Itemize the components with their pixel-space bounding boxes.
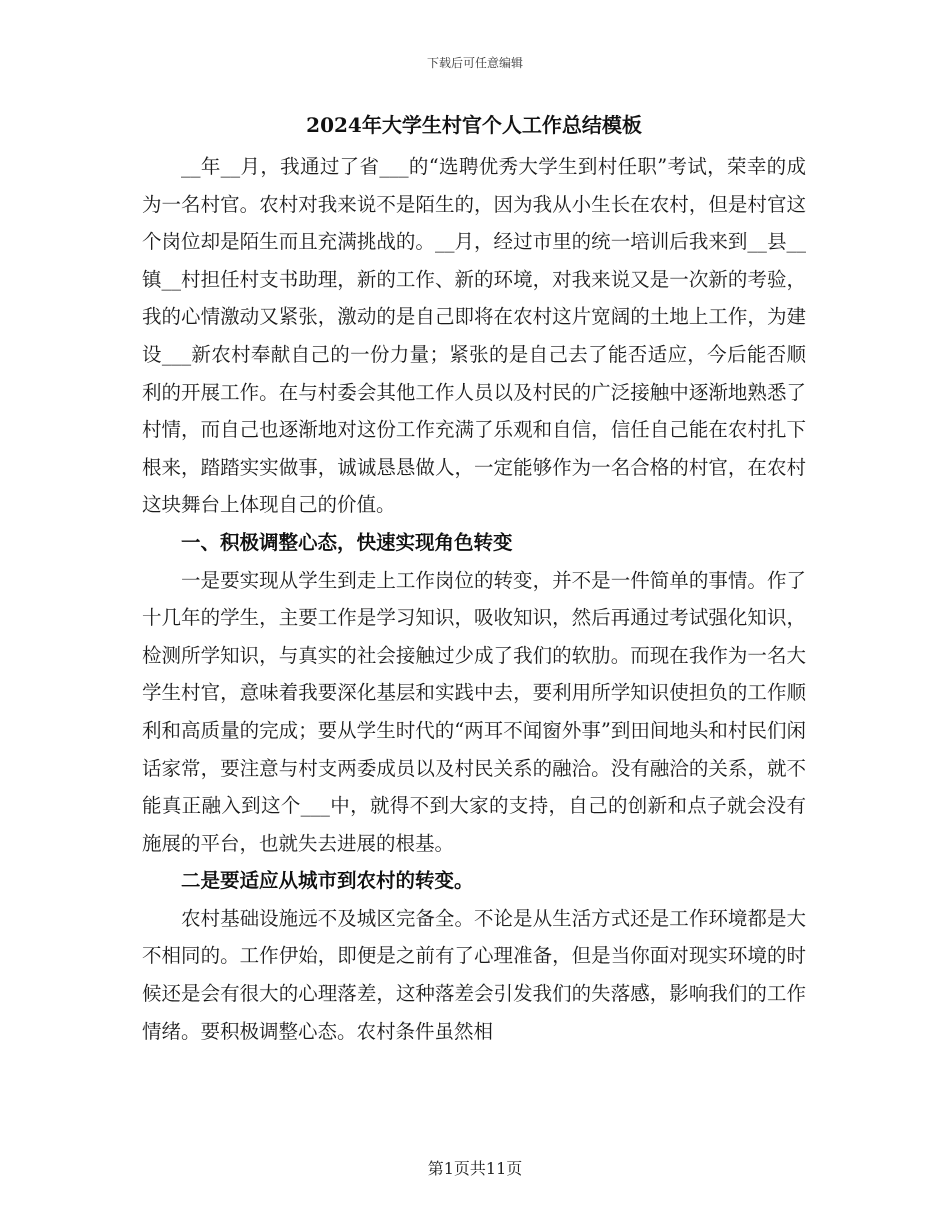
section-heading-2: 二是要适应从城市到农村的转变。 — [181, 869, 474, 893]
paragraph-section-1: 一是要实现从学生到走上工作岗位的转变，并不是一件简单的事情。作了十几年的学生，主要工作是学习知识，吸收知识，然后再通过考试强化知识，检测所学知识，与真实的社会接触过少成了我们的软肋。而现在我作为一名大学生村官，意味着我要深化基层和实践中去，要利用所学知识使担负的工作顺利和高质量的完成；要从学生时代的“两耳不闻窗外事”到田间地头和村民们闲话家常，要注意与村支两委成员以及村民关系的融洽。没有融洽的关系，就不能真正融入到这个___中，就得不到大家的支持，自己的创新和点子就会没有施展的平台，也就失去进展的根基。 — [142, 568, 806, 855]
document-title: 2024年大学生村官个人工作总结模板 — [306, 113, 642, 137]
page-number: 第1页共11页 — [427, 1159, 523, 1178]
section-heading-1: 一、积极调整心态，快速实现角色转变 — [181, 530, 513, 554]
paragraph-section-2: 农村基础设施远不及城区完备全。不论是从生活方式还是工作环境都是大不相同的。工作伊始，即便是之前有了心理准备，但是当你面对现实环境的时候还是会有很大的心理落差，这种落差会引发我们的失落感，影响我们的工作情绪。要积极调整心态。农村条件虽然相 — [142, 906, 806, 1043]
paragraph-intro: __年__月，我通过了省___的“选聘优秀大学生到村任职”考试，荣幸的成为一名村官。农村对我来说不是陌生的，因为我从小生长在农村，但是村官这个岗位却是陌生而且充满挑战的。__月，经过市里的统一培训后我来到__县__镇__村担任村支书助理，新的工作、新的环境，对我来说又是一次新的考验，我的心情激动又紧张，激动的是自己即将在农村这片宽阔的土地上工作，为建设___新农村奉献自己的一份力量；紧张的是自己去了能否适应，今后能否顺利的开展工作。在与村委会其他工作人员以及村民的广泛接触中逐渐地熟悉了村情，而自己也逐渐地对这份工作充满了乐观和自信，信任自己能在农村扎下根来，踏踏实实做事，诚诚恳恳做人，一定能够作为一名合格的村官，在农村这块舞台上体现自己的价值。 — [142, 155, 806, 517]
page-header-note: 下载后可任意编辑 — [426, 56, 523, 70]
document-body — [142, 112, 806, 1050]
